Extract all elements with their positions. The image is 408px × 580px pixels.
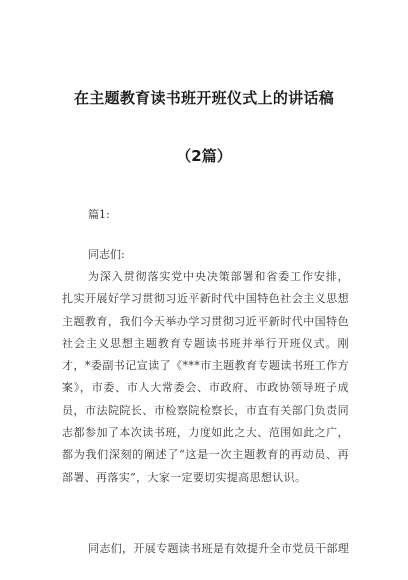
body-paragraph: 为深入贯彻落实党中央决策部署和省委工作安排，扎实开展好学习贯彻习近平新时代中国特色社会主义思想主题教育，我们今天举办学习贯彻习近平新时代中国特色社会主义思想主题教育专题读书班并举行开班仪式。刚才，*委副书记宣读了《***市主题教育专题读书班工作方案》，市委、市人大常委会、市政府、市政协领导班子成员，市法院院长、市检察院检察长，市直有关部门负责同志都参加了本次读书班，力度如此之大、范围如此之广，都为我们深刻的阐述了“这是一次主题教育的再动员、再部署、再落实”，大家一定要切实提高思想认识。	[62, 270, 349, 484]
document-title: 在主题教育读书班开班仪式上的讲话稿	[73, 89, 335, 107]
salutation: 同志们:	[88, 248, 125, 261]
body-paragraph: 同志们，开展专题读书班是有效提升全市党员干部理	[88, 542, 349, 555]
document-subtitle: （2篇）	[176, 147, 232, 165]
section-label: 篇1:	[88, 208, 110, 221]
